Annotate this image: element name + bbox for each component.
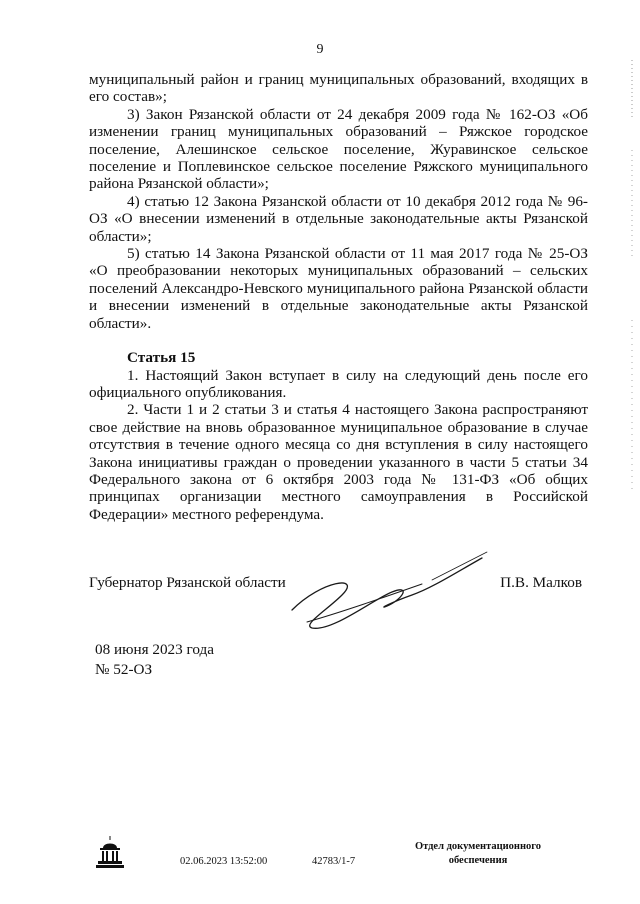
scan-margin-marks [630, 60, 634, 490]
footer-department-line: обеспечения [448, 855, 508, 866]
adoption-date: 08 июня 2023 года [95, 641, 215, 658]
footer-document-id: 42783/1-7 [312, 856, 356, 867]
footer-timestamp: 02.06.2023 13:52:00 [180, 856, 268, 867]
article-paragraph-2: 2. Части 1 и 2 статьи 3 и статья 4 настоящего Закона распространяют свое действие на вновь образованное муниципальное образование в случае отсутствия в течение одного месяца со дня вступления в силу настоящего Закона инициативы граждан о проведении указанного в части 5 статьи 34 Федерального закона от 6 октября 2003 года № 131-ФЗ «Об общих принципах организации местного самоуправления в Российской Федерации» местного референдума. [89, 401, 588, 523]
duma-emblem-icon [95, 834, 125, 870]
signature-image [282, 540, 492, 650]
document-body [89, 71, 588, 523]
paragraph-item-3: 3) Закон Рязанской области от 24 декабря 2009 года № 162-ОЗ «Об изменении границ муниципальных образований – Ряжское городское поселение, Алешинское сельское поселение, Журавинское сельское поселение и Поплевинское сельское поселение Ряжского муниципального района Рязанской области»; [89, 105, 588, 193]
governor-title: Губернатор Рязанской области [89, 574, 286, 591]
paragraph-continuation: муниципальный район и границ муниципальных образований, входящих в его состав»; [89, 71, 588, 106]
law-number: № 52-ОЗ [95, 661, 153, 678]
page-number: 9 [316, 42, 324, 57]
governor-name: П.В. Малков [500, 574, 582, 591]
article-paragraph-1: 1. Настоящий Закон вступает в силу на следующий день после его официального опубликования. [89, 366, 588, 401]
footer-department-stamp [398, 840, 558, 868]
paragraph-item-5: 5) статью 14 Закона Рязанской области от 11 мая 2017 года № 25-ОЗ «О преобразовании некоторых муниципальных образований – сельских поселений Александро-Невского муниципального района Рязанской области и внесении изменений в отдельные законодательные акты Рязанской области». [89, 245, 588, 332]
footer-department-line: Отдел документационного [414, 841, 542, 852]
paragraph-item-4: 4) статью 12 Закона Рязанской области от 10 декабря 2012 года № 96-ОЗ «О внесении изменений в отдельные законодательные акты Рязанской области»; [89, 192, 588, 245]
article-heading: Статья 15 [127, 349, 196, 367]
